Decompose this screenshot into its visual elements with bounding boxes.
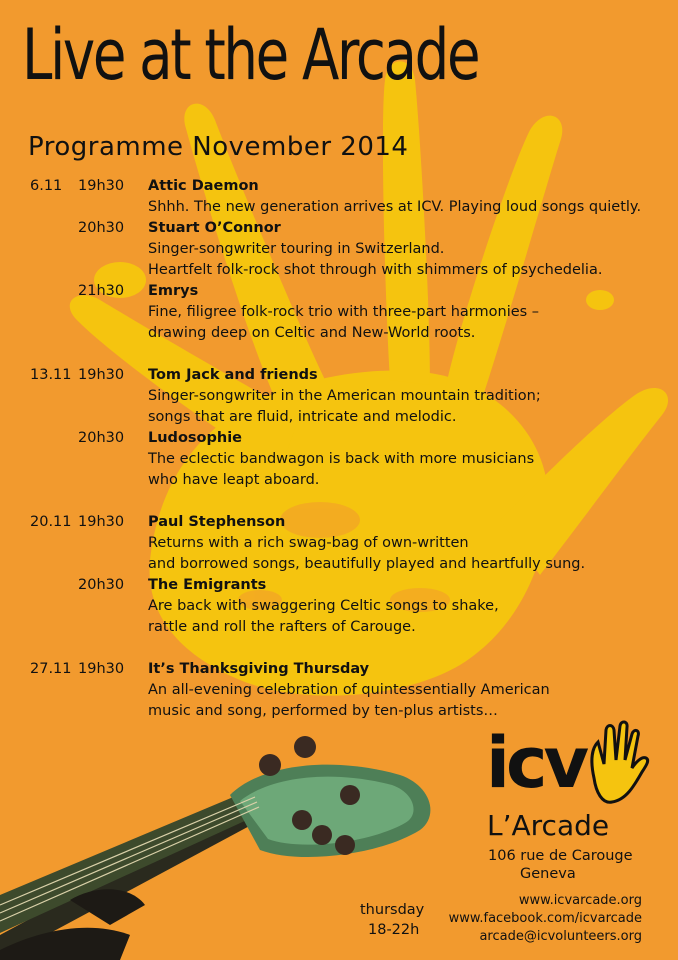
poster-title: Live at the Arcade xyxy=(22,14,479,96)
address-city: Geneva xyxy=(520,866,576,882)
entry-description: Heartfelt folk-rock shot through with shimmers of psychedelia. xyxy=(148,262,603,278)
entry-date: 13.11 xyxy=(30,367,72,383)
entry-time: 21h30 xyxy=(78,283,125,299)
website-link[interactable]: www.icvarcade.org xyxy=(518,893,642,908)
entry-act: Paul Stephenson xyxy=(148,514,286,530)
email-link[interactable]: arcade@icvolunteers.org xyxy=(479,929,642,944)
facebook-link[interactable]: www.facebook.com/icvarcade xyxy=(448,911,642,926)
entry-description: An all-evening celebration of quintessentially American xyxy=(148,682,550,698)
entry-description: rattle and roll the rafters of Carouge. xyxy=(148,619,416,635)
entry-act: Ludosophie xyxy=(148,430,243,446)
entry-time: 20h30 xyxy=(78,577,125,593)
entry-time: 20h30 xyxy=(78,220,125,236)
entry-act: The Emigrants xyxy=(148,577,267,593)
logo-text: icv xyxy=(486,722,586,804)
entry-date: 27.11 xyxy=(30,661,72,677)
entry-description: The eclectic bandwagon is back with more musicians xyxy=(148,451,535,467)
entry-act: Tom Jack and friends xyxy=(148,367,318,383)
entry-description: Returns with a rich swag-bag of own-written xyxy=(148,535,469,551)
entry-description: music and song, performed by ten-plus artists… xyxy=(148,703,498,719)
entry-time: 19h30 xyxy=(78,661,125,677)
entry-time: 19h30 xyxy=(78,514,125,530)
entry-time: 19h30 xyxy=(78,178,125,194)
entry-description: Singer-songwriter touring in Switzerland. xyxy=(148,241,445,257)
entry-description: Singer-songwriter in the American mountain tradition; xyxy=(148,388,541,404)
entry-description: Are back with swaggering Celtic songs to shake, xyxy=(148,598,499,614)
opening-hours: 18-22h xyxy=(368,922,420,938)
contact-block xyxy=(449,892,642,946)
entry-description: Shhh. The new generation arrives at ICV. Playing loud songs quietly. xyxy=(148,199,642,215)
entry-act: It’s Thanksgiving Thursday xyxy=(148,661,370,677)
entry-description: songs that are fluid, intricate and melodic. xyxy=(148,409,457,425)
entry-date: 6.11 xyxy=(30,178,63,194)
opening-day: thursday xyxy=(360,902,425,918)
entry-date: 20.11 xyxy=(30,514,72,530)
entry-description: who have leapt aboard. xyxy=(148,472,320,488)
entry-time: 20h30 xyxy=(78,430,125,446)
entry-act: Attic Daemon xyxy=(148,178,259,194)
entry-description: Fine, filigree folk-rock trio with three-part harmonies – xyxy=(148,304,540,320)
entry-act: Stuart O’Connor xyxy=(148,220,281,236)
entry-time: 19h30 xyxy=(78,367,125,383)
entry-description: drawing deep on Celtic and New-World roots. xyxy=(148,325,476,341)
poster-subtitle: Programme November 2014 xyxy=(28,132,409,162)
address-street: 106 rue de Carouge xyxy=(488,848,633,864)
entry-act: Emrys xyxy=(148,283,199,299)
hand-logo-icon xyxy=(580,720,650,810)
venue-name: L’Arcade xyxy=(487,809,610,842)
entry-description: and borrowed songs, beautifully played and heartfully sung. xyxy=(148,556,586,572)
